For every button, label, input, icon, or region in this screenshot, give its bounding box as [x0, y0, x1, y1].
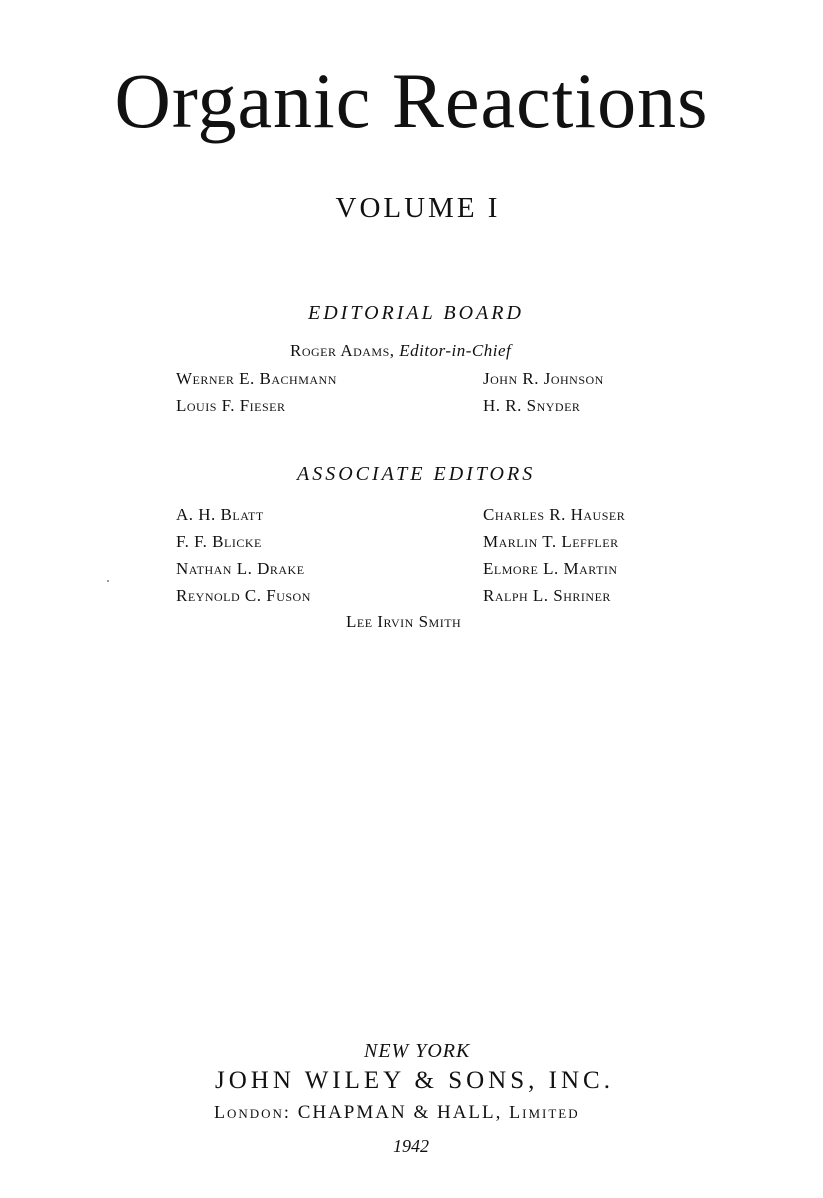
publisher-name: JOHN WILEY & SONS, INC.: [215, 1067, 614, 1094]
associate-editor: Reynold C. Fuson: [176, 586, 311, 605]
associate-editor-last: Lee Irvin Smith: [346, 612, 462, 631]
associate-editor: A. H. Blatt: [176, 505, 264, 524]
associate-editors-heading: ASSOCIATE EDITORS: [297, 463, 536, 485]
london-suffix: Limited: [509, 1102, 580, 1122]
editorial-board-row: [176, 396, 676, 420]
associate-editors-row: [176, 532, 676, 556]
editor-in-chief-name: Roger Adams,: [290, 341, 395, 360]
associate-editor: Elmore L. Martin: [483, 559, 618, 578]
board-member: H. R. Snyder: [483, 396, 581, 415]
associate-editor: Charles R. Hauser: [483, 505, 626, 524]
associate-editor: Marlin T. Leffler: [483, 532, 619, 551]
board-member: John R. Johnson: [483, 369, 604, 388]
editor-in-chief-role: Editor-in-Chief: [399, 341, 512, 360]
print-speck: [107, 580, 109, 582]
editor-in-chief: [290, 341, 511, 361]
associate-editors-row: [176, 559, 676, 583]
board-member: Louis F. Fieser: [176, 396, 286, 415]
book-title: Organic Reactions: [114, 57, 709, 144]
london-imprint: [214, 1102, 580, 1124]
editorial-board-row: [176, 369, 676, 393]
london-label: London:: [214, 1102, 291, 1122]
volume-label: VOLUME I: [335, 192, 501, 224]
associate-editor: Nathan L. Drake: [176, 559, 305, 578]
imprint-city: NEW YORK: [364, 1040, 471, 1062]
board-member: Werner E. Bachmann: [176, 369, 337, 388]
associate-editors-row: [176, 586, 676, 610]
associate-editor: F. F. Blicke: [176, 532, 262, 551]
london-publisher: CHAPMAN & HALL,: [297, 1102, 503, 1123]
associate-editor: Ralph L. Shriner: [483, 586, 611, 605]
associate-editors-row: [176, 505, 676, 529]
publication-year: 1942: [393, 1136, 429, 1156]
editorial-board-heading: EDITORIAL BOARD: [308, 302, 524, 324]
